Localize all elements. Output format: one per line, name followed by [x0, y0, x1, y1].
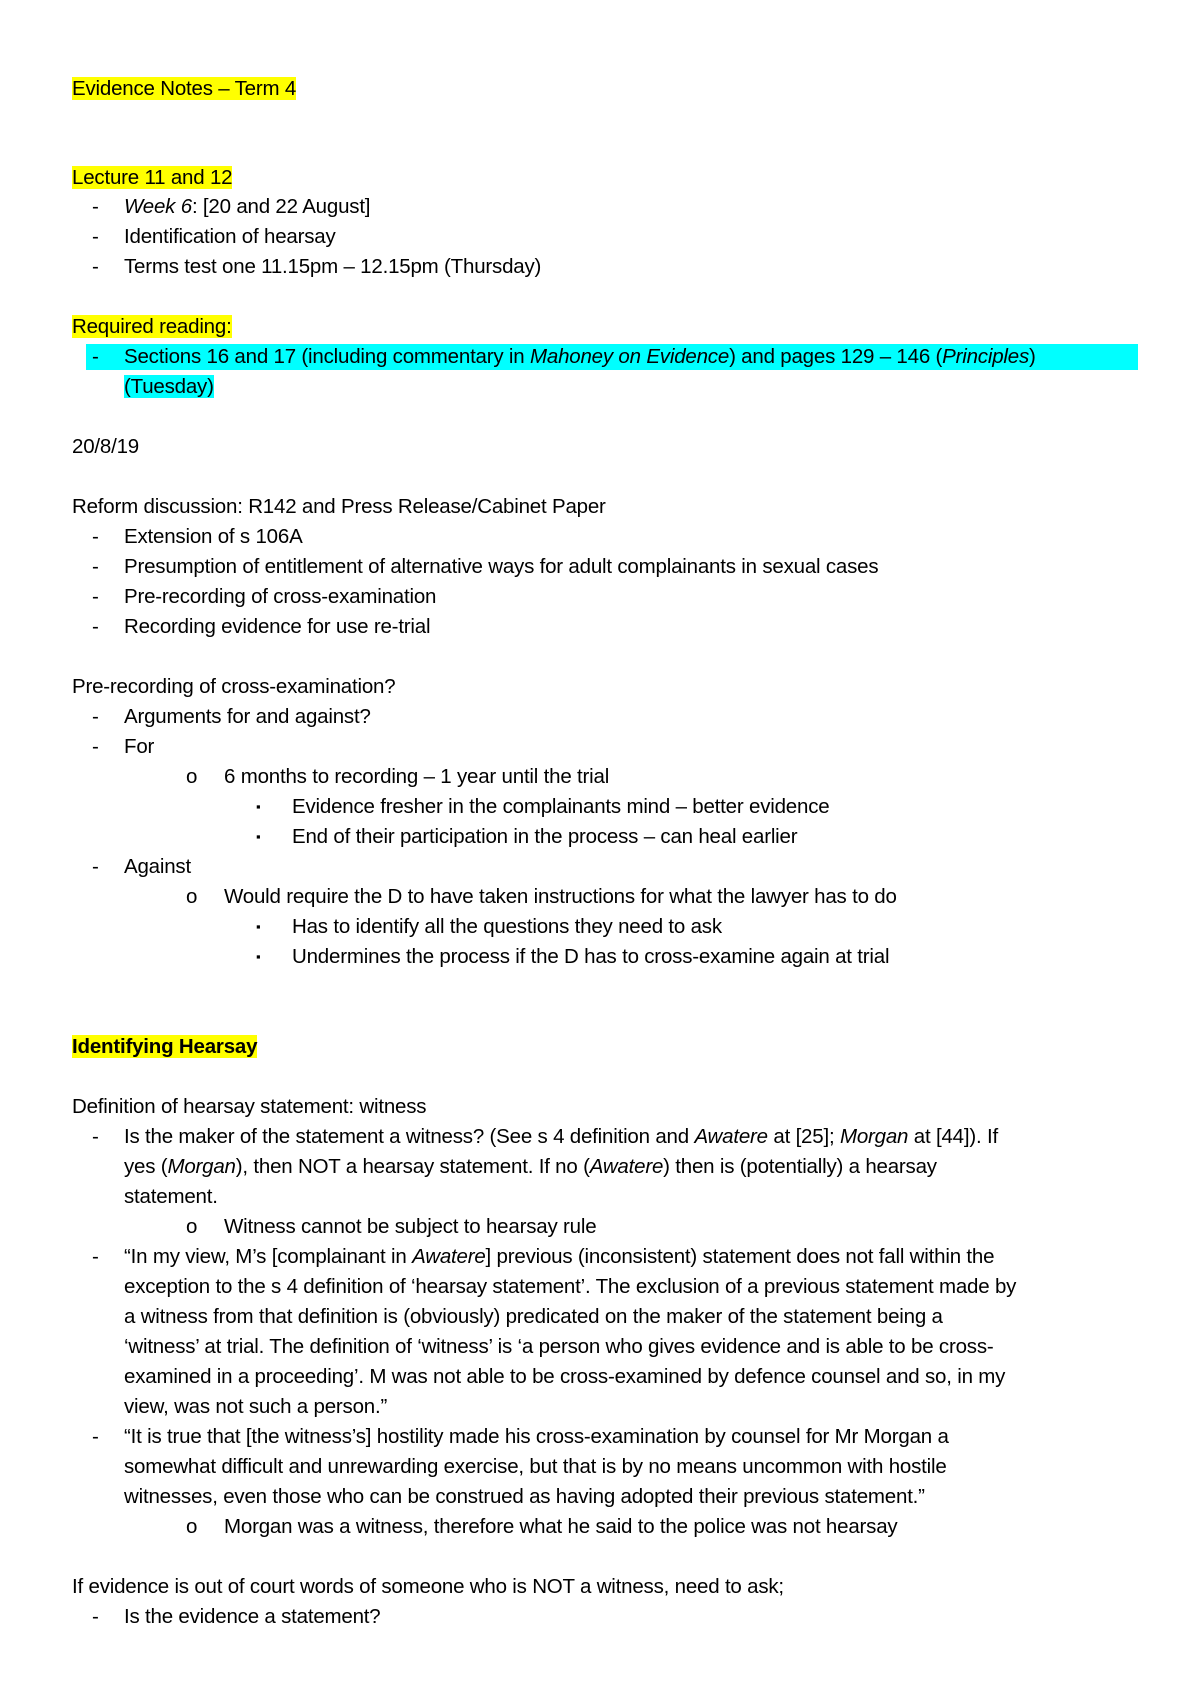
document-page: Evidence Notes – Term 4 Lecture 11 and 12 - Week 6: [20 and 22 August] - Identification of hearsay - Terms test one 11.15pm – 12.15pm (Thursday) Required reading: - Sections 16 and 17 (including commentary in Mahoney on Evidence) and pages 129 – 146 (Principles) (Tuesday) 20/8/19 Reform discussion: R142 and Press Release/Cabinet Paper - Extension of s 106A - Presumption of entitlement of alternative ways for adult complainants in sexual cases - Pre-recording of cross-examination - Recording evidence for use re-trial Pre-recording of cross-examination? - Arguments for and against? - For o 6 months to recording – 1 year until the trial ▪ Evidence fresher in the complainants mind – better evidence ▪ End of their participation in the process – can heal earlier - Against o Would require the D to have taken instructions for what the lawyer has to do ▪ Has to identify all the questions they need to ask ▪ Undermines the process if the D has to cross-examine again at trial Identifying Hearsay Definition of hearsay statement: witness - Is the maker of the statement a witness? (See s 4 definition and Awatere at [25]; Morgan at [44]). If yes (Morgan), then NOT a hearsay statement. If no (Awatere) then is (potentially) a hearsay statement. o Witness cannot be subject to hearsay rule - “In my view, M’s [complainant in Awatere] previous (inconsistent) statement does not fall within the exception to the s 4 definition of ‘hearsay statement’. The exclusion of a previous statement made by a witness from that definition is (obviously) predicated on the maker of the statement being a ‘witness’ at trial. The definition of ‘witness’ is ‘a person who gives evidence and is able to be cross- examined in a proceeding’. M was not able to be cross-examined by defence counsel and so, in my view, was not such a person.” - “It is true that [the witness’s] hostility made his cross-examination by counsel for Mr Morgan a somewhat difficult and unrewarding exercise, but that is by no means uncommon with hostile witnesses, even those who can be construed as having adopted their previous statement.” o Morgan was a witness, therefore what he said to the police was not hearsay If evidence is out of court words of someone who is NOT a witness, need to ask; - Is the evidence a statement? — [0, 0, 1200, 1698]
non-witness-question: If evidence is out of court words of someone who is NOT a witness, need to ask; — [72, 1575, 784, 1598]
reading-heading: Required reading: — [72, 315, 232, 338]
lecture-heading: Lecture 11 and 12 — [72, 166, 233, 189]
reading-line-2: (Tuesday) — [124, 375, 214, 398]
prerecording-heading: Pre-recording of cross-examination? — [72, 675, 396, 698]
quote-awatere-line: examined in a proceeding’. M was not able to be cross-examined by defence counsel and so, in my — [124, 1365, 1006, 1388]
hearsay-definition-heading: Definition of hearsay statement: witness — [72, 1095, 427, 1118]
reform-heading: Reform discussion: R142 and Press Release/Cabinet Paper — [72, 495, 606, 518]
document-title: Evidence Notes – Term 4 — [72, 77, 297, 100]
quote-morgan-line: somewhat difficult and unrewarding exercise, but that is by no means uncommon with hostile — [124, 1455, 947, 1478]
list-item-continued: statement. — [124, 1185, 218, 1208]
hearsay-heading: Identifying Hearsay — [72, 1035, 258, 1058]
reading-line-1: - Sections 16 and 17 (including commentary in Mahoney on Evidence) and pages 129 – 146 (Principles) — [86, 344, 1138, 370]
quote-awatere-line: a witness from that definition is (obviously) predicated on the maker of the statement being a — [124, 1305, 943, 1328]
quote-awatere-line: ‘witness’ at trial. The definition of ‘witness’ is ‘a person who gives evidence and is able to be cross- — [124, 1335, 994, 1358]
quote-awatere-line: exception to the s 4 definition of ‘hearsay statement’. The exclusion of a previous statement made by — [124, 1275, 1017, 1298]
quote-awatere-line: view, was not such a person.” — [124, 1395, 388, 1418]
notes-date: 20/8/19 — [72, 435, 139, 458]
quote-morgan-line: witnesses, even those who can be construed as having adopted their previous statement.” — [124, 1485, 925, 1508]
list-item-continued: yes (Morgan), then NOT a hearsay statement. If no (Awatere) then is (potentially) a hearsay — [124, 1155, 937, 1178]
